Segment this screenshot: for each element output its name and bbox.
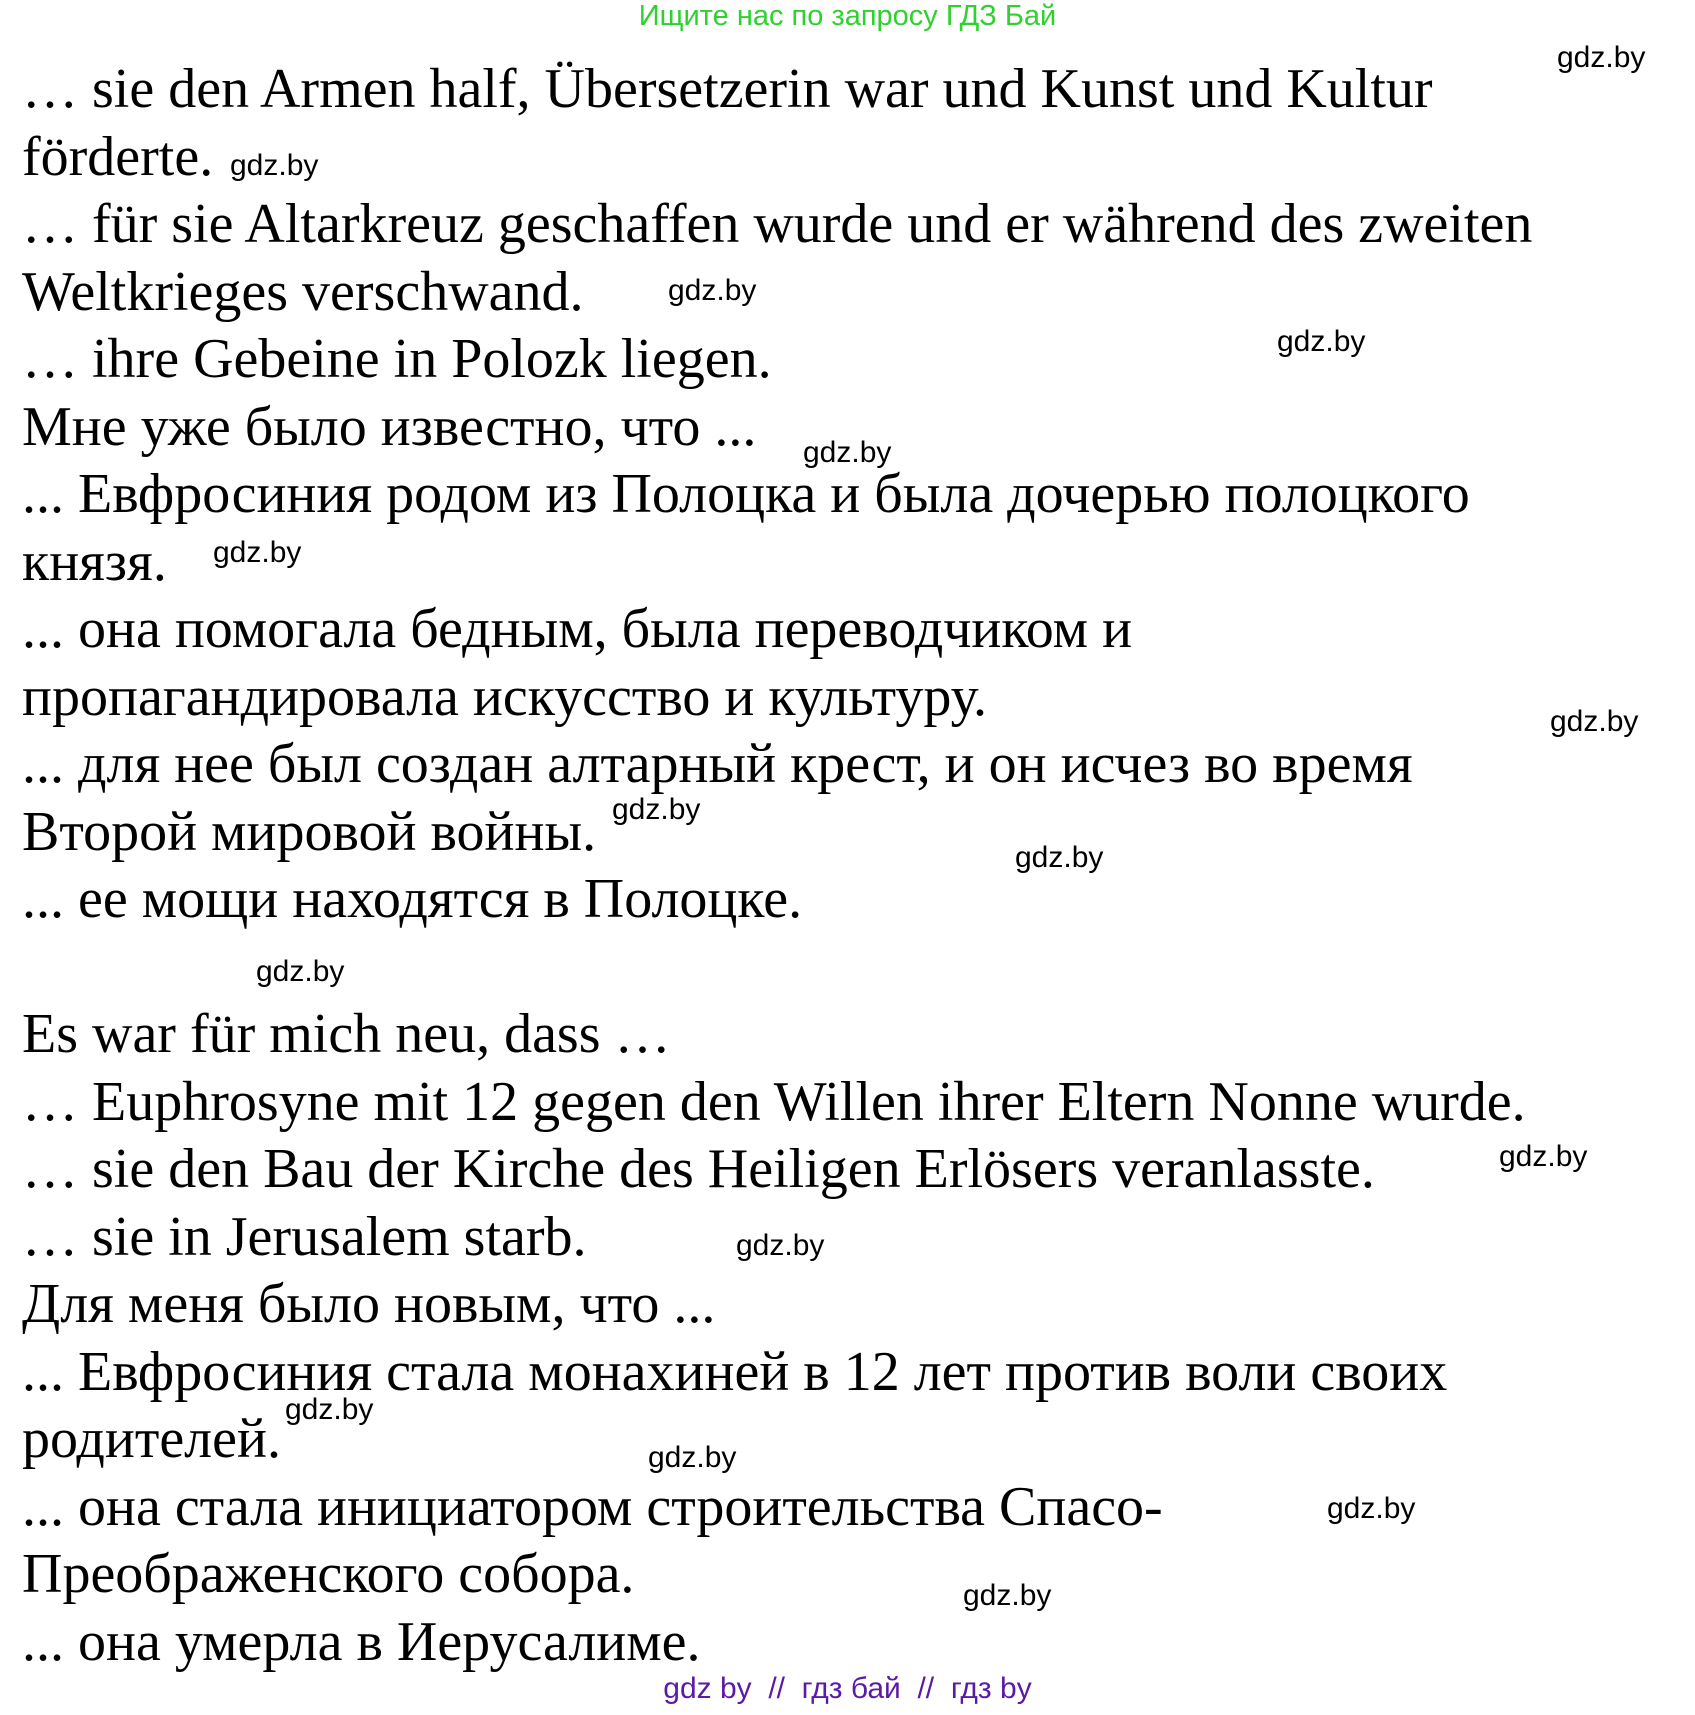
watermark: gdz.by — [648, 1441, 737, 1474]
text-line: ... для нее был создан алтарный крест, и он исчез во время — [22, 733, 1413, 795]
header-banner: Ищите нас по запросу ГДЗ Бай — [638, 0, 1057, 32]
watermark: gdz.by — [1499, 1140, 1588, 1173]
text-line: ... она стала инициатором строительства Спасо- — [22, 1475, 1163, 1538]
watermark: gdz.by — [1557, 41, 1646, 74]
watermark: gdz.by — [612, 793, 701, 826]
text-line: Es war für mich neu, dass … — [22, 1003, 671, 1065]
text-line: … Euphrosyne mit 12 gegen den Willen ihrer Eltern Nonne wurde. — [22, 1070, 1526, 1133]
text-line: Мне уже было известно, что ... — [22, 395, 757, 458]
watermark: gdz.by — [256, 955, 345, 988]
footer-links: gdz by // гдз бай // гдз by — [663, 1672, 1032, 1705]
text-line: родителей. — [22, 1408, 281, 1470]
watermark: gdz.by — [1327, 1492, 1416, 1525]
watermark: gdz.by — [230, 149, 319, 182]
document-body — [22, 56, 1662, 1676]
watermark: gdz.by — [668, 274, 757, 307]
text-line: … für sie Altarkreuz geschaffen wurde und er während des zweiten — [22, 193, 1533, 255]
watermark: gdz.by — [1015, 841, 1104, 874]
watermark: gdz.by — [1277, 325, 1366, 358]
watermark: gdz.by — [213, 536, 302, 569]
watermark: gdz.by — [803, 436, 892, 469]
watermark: gdz.by — [963, 1579, 1052, 1612]
text-line: … sie den Armen half, Übersetzerin war und Kunst und Kultur — [22, 58, 1433, 120]
text-line: ... она помогала бедным, была переводчиком и — [22, 598, 1133, 660]
watermark: gdz.by — [736, 1229, 825, 1262]
text-line: … sie in Jerusalem starb. — [22, 1205, 587, 1268]
text-line: Для меня было новым, что ... — [22, 1273, 716, 1335]
text-line: ... Евфросиния родом из Полоцка и была дочерью полоцкого — [22, 463, 1470, 525]
text-line: пропагандировала искусство и культуру. — [22, 665, 988, 728]
text-line: ... ее мощи находятся в Полоцке. — [22, 868, 803, 930]
watermark: gdz.by — [285, 1393, 374, 1426]
text-line: князя. — [22, 530, 167, 593]
text-line: Преображенского собора. — [22, 1543, 635, 1605]
text-line: ... она умерла в Иерусалиме. — [22, 1610, 701, 1673]
watermark: gdz.by — [1550, 705, 1639, 738]
text-line: ... Евфросиния стала монахиней в 12 лет против воли своих — [22, 1340, 1448, 1403]
text-line: förderte. — [22, 125, 214, 188]
text-line: Второй мировой войны. — [22, 800, 597, 863]
text-line: … sie den Bau der Kirche des Heiligen Erlösers veranlasste. — [22, 1138, 1375, 1200]
text-line: … ihre Gebeine in Polozk liegen. — [22, 328, 772, 390]
text-line: Weltkrieges verschwand. — [22, 260, 584, 323]
